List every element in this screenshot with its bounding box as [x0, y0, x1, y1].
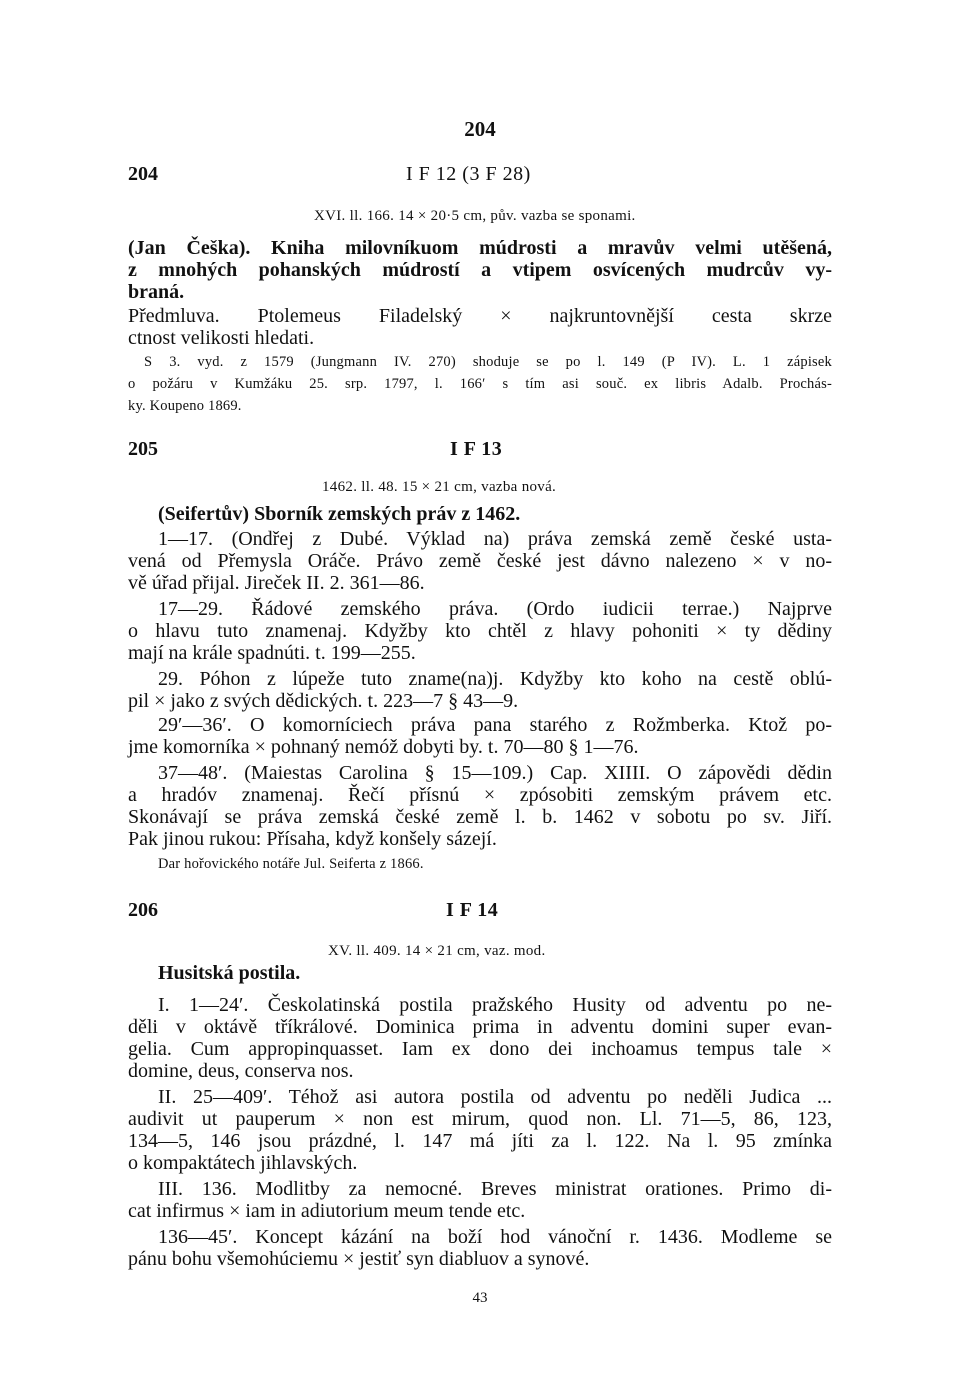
page-number-top: 204 [464, 117, 496, 141]
entry-text-line: pil × jako z svých dědických. t. 223—7 § 43—9. [128, 690, 519, 712]
entry-text-line: vená od Přemysla Oráče. Právo země české jest dávno nalezeno × v no- [128, 550, 832, 572]
entry-note-line: ky. Koupeno 1869. [128, 398, 242, 414]
entry-text-line: pánu bohu všemohúciemu × jestiť syn diabluov a synové. [128, 1248, 590, 1270]
entry-text-line: z mnohých pohanských múdrostí a vtipem osvícených mudrcův vy- [128, 259, 832, 281]
entry-note-line: S 3. vyd. z 1579 (Jungmann IV. 270) shoduje se po l. 149 (P IV). L. 1 zápisek [144, 354, 832, 370]
page-number-bottom: 43 [472, 1290, 488, 1306]
entry-text-line: 29′—36′. O komorníciech práva pana starého z Rožmberka. Ktož po- [158, 714, 832, 736]
entry-physical-description: XV. ll. 409. 14 × 21 cm, vaz. mod. [328, 943, 546, 959]
entry-text-line: jme komorníka × pohnaný nemóž dobyti by. t. 70—80 § 1—76. [128, 736, 639, 758]
entry-text-line: Předmluva. Ptolemeus Filadelský × najkruntovnější cesta skrze [128, 305, 832, 327]
entry-text-line: a hradóv znamenaj. Řečí přísnú × zpósobiti zemským právem etc. [128, 784, 832, 806]
entry-text-line: děli v oktávě tříkrálové. Dominica prima in adventu domini super evan- [128, 1016, 832, 1038]
entry-text-line: gelia. Cum appropinquasset. Iam ex dono dei inchoamus tempus tale × [128, 1038, 832, 1060]
entry-text-line: cat infirmus × iam in adiutorium meum tende etc. [128, 1200, 526, 1222]
entry-text-line: 136—45′. Koncept kázání na boží hod vánoční r. 1436. Modleme se [158, 1226, 832, 1248]
entry-number: 206 [128, 899, 158, 921]
entry-text-line: II. 25—409′. Téhož asi autora postila od adventu po neděli Judica ... [158, 1086, 832, 1108]
entry-text-line: (Jan Češka). Kniha milovníkuom múdrosti a mravův velmi utěšená, [128, 237, 832, 259]
entry-text-line: audivit ut pauperum × non est mirum, quod non. Ll. 71—5, 86, 123, [128, 1108, 832, 1130]
entry-text-line: domine, deus, conserva nos. [128, 1060, 354, 1082]
entry-note-line: o požáru v Kumžáku 25. srp. 1797, l. 166′ s tím asi souč. ex libris Adalb. Prochás- [128, 376, 832, 392]
entry-text-line: o kompaktátech jihlavských. [128, 1152, 358, 1174]
entry-text-line: Pak jinou rukou: Přísaha, když konšely sázejí. [128, 828, 497, 850]
entry-signature: I F 13 [450, 438, 503, 460]
entry-title: (Seifertův) Sborník zemských práv z 1462. [158, 503, 521, 525]
entry-text-line: 37—48′. (Maiestas Carolina § 15—109.) Cap. XIIII. O zápovědi dědin [158, 762, 832, 784]
entry-physical-description: XVI. ll. 166. 14 × 20·5 cm, pův. vazba se sponami. [314, 208, 636, 224]
entry-text-line: 134—5, 146 jsou prázdné, l. 147 má jíti za l. 122. Na l. 95 zmínka [128, 1130, 832, 1152]
entry-text-line: o hlavu tuto znamenaj. Kdyžby kto chtěl z hlavy pohoniti × ty dědiny [128, 620, 832, 642]
entry-text-line: 17—29. Řádové zemského práva. (Ordo iudicii terrae.) Najprve [158, 598, 832, 620]
entry-text-line: braná. [128, 281, 185, 303]
entry-text-line: mají na krále spadnúti. t. 199—255. [128, 642, 416, 664]
entry-text-line: Skonávají se práva zemská české země l. b. 1462 v sobotu po sv. Jiří. [128, 806, 832, 828]
entry-signature: I F 14 [446, 899, 499, 921]
entry-text-line: III. 136. Modlitby za nemocné. Breves ministrat orationes. Primo di- [158, 1178, 832, 1200]
entry-signature: I F 12 (3 F 28) [406, 163, 531, 185]
entry-text-line: 29. Póhon z lúpeže tuto zname(na)j. Kdyžby kto koho na cestě oblú- [158, 668, 832, 690]
entry-text-line: I. 1—24′. Českolatinská postila pražského Husity od adventu po ne- [158, 994, 832, 1016]
entry-number: 205 [128, 438, 158, 460]
entry-text-line: ctnost velikosti hledati. [128, 327, 315, 349]
entry-number: 204 [128, 163, 158, 185]
entry-text-line: 1—17. (Ondřej z Dubé. Výklad na) práva zemská země české usta- [158, 528, 832, 550]
entry-physical-description: 1462. ll. 48. 15 × 21 cm, vazba nová. [322, 479, 557, 495]
entry-title: Husitská postila. [158, 962, 301, 984]
entry-text-line: vě úřad přijal. Jireček II. 2. 361—86. [128, 572, 425, 594]
entry-note-line: Dar hořovického notáře Jul. Seiferta z 1866. [158, 856, 424, 872]
